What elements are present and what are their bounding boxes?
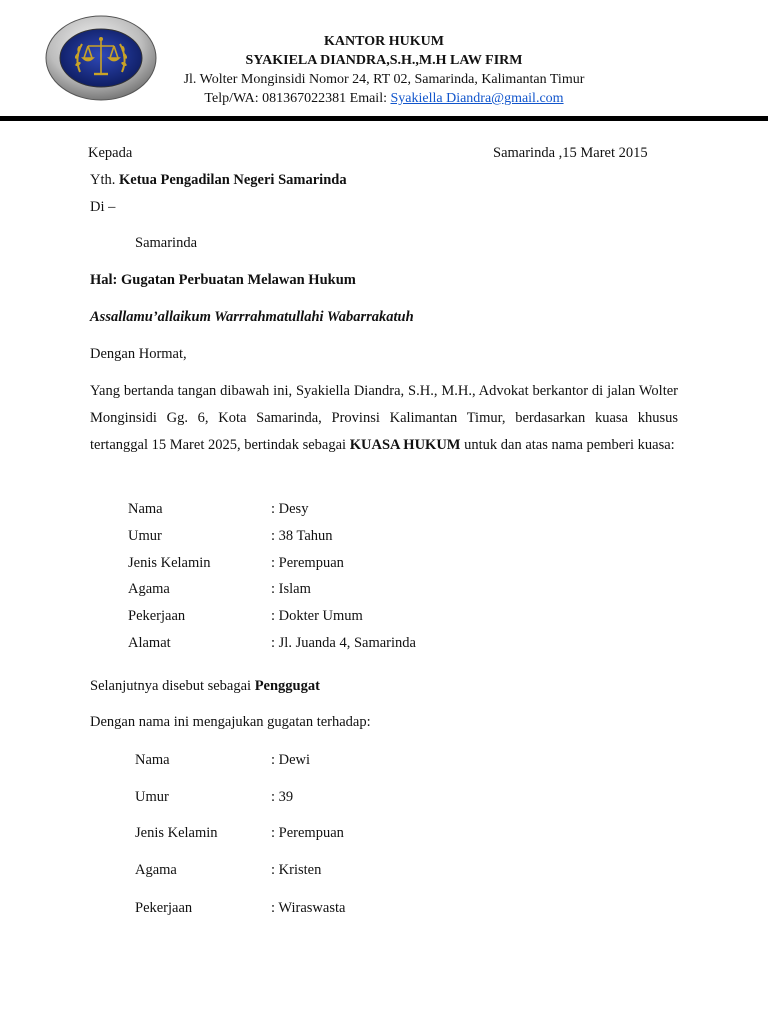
office-name: KANTOR HUKUM	[324, 34, 444, 49]
plaintiff-designation	[90, 678, 320, 695]
greeting: Assallamu’allaikum Warrrahmatullahi Wabarrakatuh	[90, 309, 414, 325]
recipient-city: Samarinda	[135, 235, 198, 251]
plaintiff-value: : Dokter Umum	[271, 608, 363, 624]
defendant-value: : Perempuan	[271, 825, 344, 841]
opening: Dengan Hormat,	[90, 346, 187, 362]
defendant-value: : Dewi	[271, 752, 311, 768]
plaintiff-label: Alamat	[128, 635, 171, 651]
place-date: Samarinda ,15 Maret 2015	[493, 145, 648, 161]
defendant-label: Pekerjaan	[135, 900, 193, 916]
defendant-value: : Kristen	[271, 862, 322, 878]
subject-line: Hal: Gugatan Perbuatan Melawan Hukum	[90, 272, 356, 288]
recipient-name: Ketua Pengadilan Negeri Samarinda	[119, 172, 347, 188]
plaintiff-term: Penggugat	[254, 678, 320, 694]
defendant-label: Nama	[135, 752, 170, 768]
plaintiff-label: Nama	[128, 501, 163, 517]
defendant-label: Jenis Kelamin	[135, 825, 218, 841]
contact-line	[160, 89, 608, 108]
defendant-value: : Wiraswasta	[271, 900, 346, 916]
yth-prefix: Yth.	[90, 172, 119, 188]
plaintiff-value: : 38 Tahun	[271, 528, 333, 544]
plaintiff-label: Agama	[128, 581, 170, 597]
body-emphasis: KUASA HUKUM	[349, 437, 461, 453]
plaintiff-label: Umur	[128, 528, 162, 544]
di-label: Di –	[90, 199, 116, 215]
plaintiff-value: : Islam	[271, 581, 311, 597]
plaintiff-intro: Selanjutnya disebut sebagai	[90, 678, 255, 694]
body-text-1: Yang bertanda tangan dibawah ini, Syakiella Diandra, S.H., M.H., Advokat berkantor di jalan Wolter Monginsidi Gg. 6, Kota Samarinda, Provinsi Kalimantan Timur, berdasarkan kuasa khusus tertanggal 15 Maret 2025, bertindak sebagai	[90, 383, 678, 453]
defendant-label: Agama	[135, 862, 177, 878]
defendant-value: : 39	[271, 789, 294, 805]
letterhead	[160, 32, 608, 108]
plaintiff-value: : Jl. Juanda 4, Samarinda	[271, 635, 416, 651]
recipient-line	[90, 172, 347, 189]
firm-name: SYAKIELA DIANDRA,S.H.,M.H LAW FIRM	[245, 53, 523, 68]
body-paragraph	[90, 378, 678, 459]
plaintiff-label: Jenis Kelamin	[128, 555, 211, 571]
office-address: Jl. Wolter Monginsidi Nomor 24, RT 02, Samarinda, Kalimantan Timur	[183, 72, 585, 87]
scales-of-justice-icon	[44, 14, 158, 102]
body-text-2: untuk dan atas nama pemberi kuasa:	[460, 437, 675, 453]
to-label: Kepada	[88, 145, 133, 161]
email-link[interactable]: Syakiella Diandra@gmail.com	[390, 91, 564, 106]
defendant-intro: Dengan nama ini mengajukan gugatan terhadap:	[90, 714, 371, 730]
plaintiff-label: Pekerjaan	[128, 608, 186, 624]
contact-prefix: Telp/WA: 081367022381 Email:	[204, 91, 391, 106]
defendant-label: Umur	[135, 789, 169, 805]
letterhead-divider	[0, 116, 768, 121]
plaintiff-value: : Desy	[271, 501, 309, 517]
plaintiff-value: : Perempuan	[271, 555, 344, 571]
